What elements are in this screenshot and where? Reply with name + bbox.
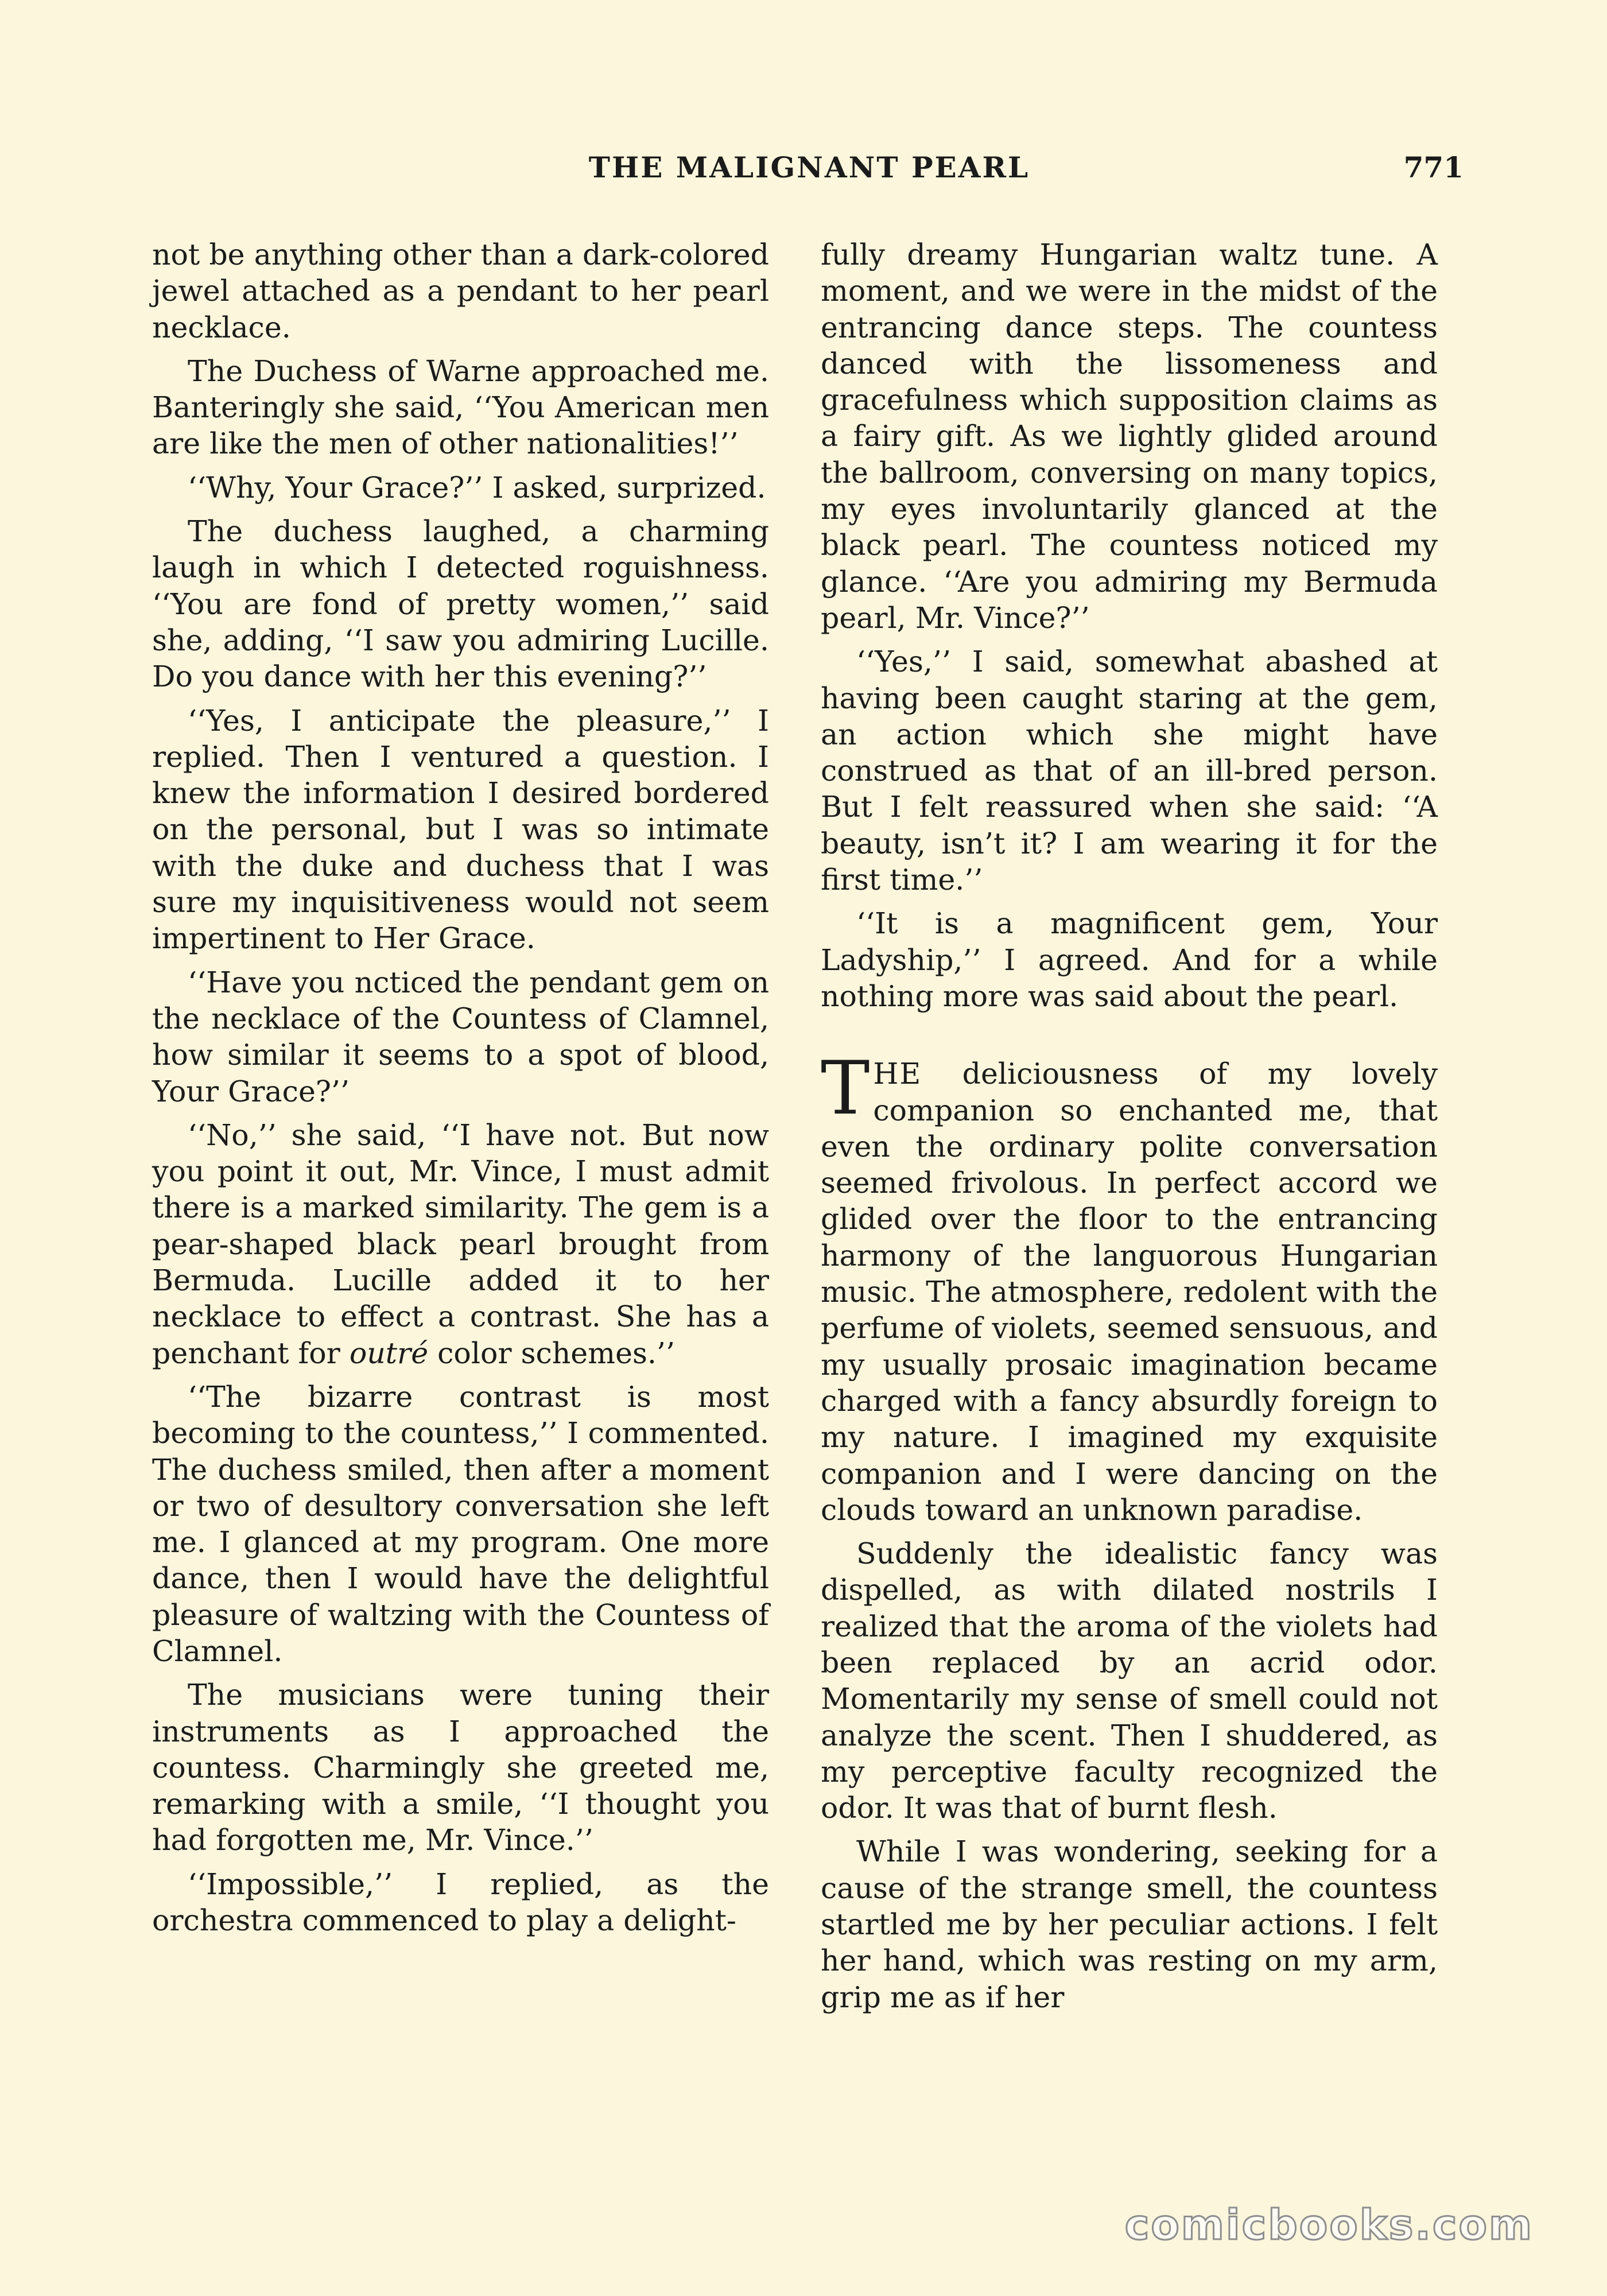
section-paragraph <box>821 1046 1438 1528</box>
paragraph: ‘‘Yes, I anticipate the pleasure,’’ I replied. Then I ventured a question. I knew the information I desired bordered on the personal, but I was so intimate with the duke and duchess that I was sure my inquisitiveness would not seem impertinent to Her Grace. <box>152 703 769 956</box>
paragraph: ‘‘Why, Your Grace?’’ I asked, surprized. <box>188 470 766 505</box>
paragraph: ‘‘Impossible,’’ I replied, as the orchestra commenced to play a delight- <box>152 1867 769 1938</box>
paragraph <box>152 1117 769 1371</box>
running-title: THE MALIGNANT PEARL <box>588 150 1030 184</box>
left-column <box>152 236 769 1946</box>
drop-cap: T <box>821 1046 870 1132</box>
paragraph: ‘‘Yes,’’ I said, somewhat abashed at having been caught staring at the gem, an action which she might have construed as that of an ill-bred person. But I felt reassured when she said: ‘‘A beauty, isn’t it? I am wearing it for the first time.’’ <box>821 645 1438 897</box>
page-number: 771 <box>1403 150 1464 184</box>
paragraph: ‘‘The bizarre contrast is most becoming to the countess,’’ I commented. The duchess smiled, then after a moment or two of desultory conversation she left me. I glanced at my program. One more dance, then I would have the delightful pleasure of waltzing with the Countess of Clamnel. <box>152 1379 769 1668</box>
paragraph: The duchess laughed, a charming laugh in which I detected roguishness. ‘‘You are fond of pretty women,’’ said she, adding, ‘‘I saw you admiring Lucille. Do you dance with her this evening?’’ <box>152 514 769 694</box>
paragraph: The musicians were tuning their instruments as I approached the countess. Charmingly she greeted me, remarking with a smile, ‘‘I thought you had forgotten me, Mr. Vince.’’ <box>152 1678 769 1857</box>
watermark: comicbooks.com <box>1124 2201 1534 2249</box>
paragraph: ‘‘It is a magnificent gem, Your Ladyship,’’ I agreed. And for a while nothing more was said about the pearl. <box>821 906 1438 1013</box>
italic-word: outré <box>349 1336 429 1370</box>
paragraph-text: color schemes.’’ <box>437 1336 676 1370</box>
right-column <box>821 236 1438 2023</box>
running-header <box>155 150 1464 196</box>
paragraph: fully dreamy Hungarian waltz tune. A moment, and we were in the midst of the entrancing dance steps. The countess danced with the lissomeness and gracefulness which supposition claims as a fairy gift. As we lightly glided around the ballroom, conversing on many topics, my eyes involuntarily glanced at the black pearl. The countess noticed my glance. ‘‘Are you admiring my Bermuda pearl, Mr. Vince?’’ <box>821 238 1438 635</box>
paragraph-text: deliciousness of my lovely companion so enchanted me, that even the ordinary polite conversation seemed frivolous. In perfect accord we glided over the floor to the entrancing harmony of the languorous Hungarian music. The atmosphere, redolent with the perfume of violets, seemed sensuous, and my usually prosaic imagination became charged with a fancy absurdly foreign to my nature. I imagined my exquisite companion and I were dancing on the clouds toward an unknown paradise. <box>821 1057 1438 1527</box>
paragraph: not be anything other than a dark-colored jewel attached as a pendant to her pearl necklace. <box>152 238 769 344</box>
small-caps-lead: HE <box>873 1057 922 1091</box>
paragraph: The Duchess of Warne approached me. Banteringly she said, ‘‘You American men are like the men of other nationalities!’’ <box>152 354 769 461</box>
paragraph: Suddenly the idealistic fancy was dispelled, as with dilated nostrils I realized that the aroma of the violets had been replaced by an acrid odor. Momentarily my sense of smell could not analyze the scent. Then I shuddered, as my perceptive faculty recognized the odor. It was that of burnt flesh. <box>821 1537 1438 1825</box>
paragraph: ‘‘Have you nсticed the pendant gem on the necklace of the Countess of Clamnel, how similar it seems to a spot of blood, Your Grace?’’ <box>152 965 769 1108</box>
paragraph: While I was wondering, seeking for a cause of the strange smell, the countess startled me by her peculiar actions. I felt her hand, which was resting on my arm, grip me as if her <box>821 1835 1438 2014</box>
paragraph-text: ‘‘No,’’ she said, ‘‘I have not. But now you point it out, Mr. Vince, I must admit there is a marked similarity. The gem is a pear-shaped black pearl brought from Bermuda. Lucille added it to her necklace to effect a contrast. She has a penchant for <box>152 1118 769 1370</box>
